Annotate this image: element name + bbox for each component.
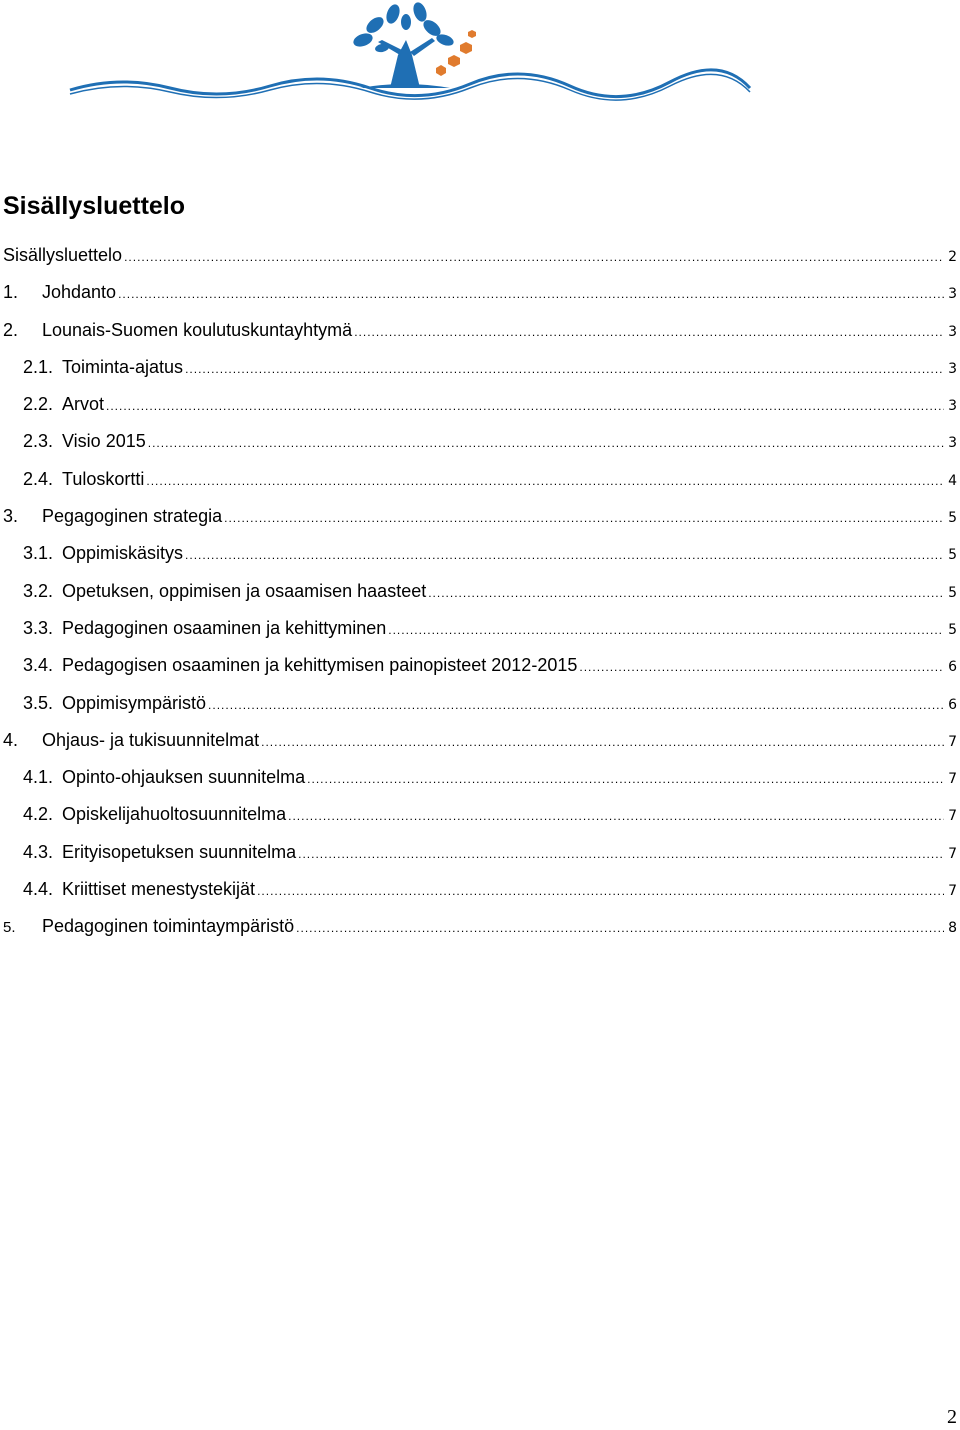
toc-entry[interactable] xyxy=(3,722,957,759)
toc-entry-text: Pedagoginen toimintaympäristö xyxy=(42,916,295,937)
toc-entry[interactable] xyxy=(3,461,957,498)
toc-entry-text: Pedagoginen osaaminen ja kehittyminen xyxy=(62,617,387,638)
toc-entry-page: 7 xyxy=(948,808,957,825)
tree-ground xyxy=(360,84,450,88)
toc-entry-page: 2 xyxy=(948,249,957,265)
leaf xyxy=(352,31,375,49)
toc-entry-text: Kriittiset menestystekijät xyxy=(62,879,256,900)
toc-entry-text: Lounais-Suomen koulutuskuntayhtymä xyxy=(42,319,353,340)
toc-entry-number: 5. xyxy=(3,919,16,937)
toc-entry-text: Opetuksen, oppimisen ja osaamisen haasteet xyxy=(62,580,427,601)
toc-entry-page: 3 xyxy=(948,323,957,340)
leaf xyxy=(401,14,411,30)
toc-entry-text: Oppimiskäsitys xyxy=(62,543,184,564)
tree-branch-right xyxy=(410,38,435,56)
toc-entry[interactable] xyxy=(3,647,957,684)
leaf xyxy=(363,14,386,36)
toc-entry[interactable] xyxy=(3,349,957,386)
toc-dot-leader xyxy=(388,612,944,649)
toc-entry-number: 4.3. xyxy=(23,841,54,862)
toc-entry-number: 1. xyxy=(3,282,19,303)
toc-entry-page: 7 xyxy=(948,733,957,750)
toc-entry-page: 8 xyxy=(948,920,957,937)
toc-entry[interactable] xyxy=(3,237,957,274)
page-number: 2 xyxy=(947,1406,957,1428)
tree-logo xyxy=(60,0,760,110)
table-of-contents xyxy=(3,237,957,946)
toc-entry-number: 3.4. xyxy=(23,655,54,676)
toc-entry[interactable] xyxy=(3,423,957,460)
toc-entry[interactable] xyxy=(3,386,957,423)
toc-dot-leader xyxy=(261,724,944,761)
toc-entry[interactable] xyxy=(3,498,957,535)
toc-dot-leader xyxy=(146,463,944,500)
toc-entry-page: 7 xyxy=(948,771,957,788)
toc-entry-page: 3 xyxy=(948,286,957,303)
toc-entry-text: Ohjaus- ja tukisuunnitelmat xyxy=(42,729,260,750)
toc-dot-leader xyxy=(354,314,944,351)
toc-entry[interactable] xyxy=(3,834,957,871)
toc-entry-page: 3 xyxy=(948,360,957,377)
toc-entry-number: 3.1. xyxy=(23,543,54,564)
toc-entry[interactable] xyxy=(3,274,957,311)
toc-entry-number: 3.2. xyxy=(23,580,54,601)
toc-entry-page: 5 xyxy=(948,547,957,564)
toc-entry-number: 4.1. xyxy=(23,767,54,788)
toc-entry-text: Toiminta-ajatus xyxy=(62,356,184,377)
toc-entry-page: 6 xyxy=(948,696,957,713)
toc-dot-leader xyxy=(288,798,944,835)
toc-entry-number: 4. xyxy=(3,729,19,750)
leaf xyxy=(411,1,429,24)
toc-dot-leader xyxy=(296,910,944,947)
fruit xyxy=(468,30,476,38)
toc-entry-number: 2.2. xyxy=(23,394,54,415)
toc-dot-leader xyxy=(106,388,944,425)
toc-dot-leader xyxy=(298,836,944,873)
toc-entry[interactable] xyxy=(3,535,957,572)
fruit xyxy=(436,65,446,76)
toc-entry-text: Opiskelijahuoltosuunnitelma xyxy=(62,804,287,825)
toc-entry[interactable] xyxy=(3,312,957,349)
toc-entry-text: Johdanto xyxy=(42,282,117,303)
toc-entry-number: 2. xyxy=(3,319,19,340)
toc-entry-page: 5 xyxy=(948,621,957,638)
toc-dot-leader xyxy=(307,761,944,798)
toc-title: Sisällysluettelo xyxy=(3,192,186,220)
toc-entry[interactable] xyxy=(3,573,957,610)
toc-entry-number: 4.2. xyxy=(23,804,54,825)
toc-dot-leader xyxy=(224,500,944,537)
toc-entry[interactable] xyxy=(3,685,957,722)
toc-entry-number: 4.4. xyxy=(23,879,54,900)
toc-entry-text: Visio 2015 xyxy=(62,431,146,452)
toc-entry[interactable] xyxy=(3,759,957,796)
toc-entry-number: 3.3. xyxy=(23,617,54,638)
toc-entry-text: Arvot xyxy=(62,394,105,415)
toc-entry-page: 3 xyxy=(948,398,957,415)
toc-entry-text: Sisällysluettelo xyxy=(3,245,123,265)
toc-entry-page: 7 xyxy=(948,845,957,862)
toc-entry-page: 5 xyxy=(948,510,957,527)
toc-entry-page: 3 xyxy=(948,435,957,452)
toc-dot-leader xyxy=(579,649,944,686)
toc-entry-number: 2.3. xyxy=(23,431,54,452)
toc-dot-leader xyxy=(185,537,944,574)
toc-dot-leader xyxy=(118,276,944,313)
toc-dot-leader xyxy=(148,425,944,462)
toc-dot-leader xyxy=(124,239,944,276)
toc-dot-leader xyxy=(185,351,944,388)
toc-dot-leader xyxy=(428,575,944,612)
toc-entry[interactable] xyxy=(3,871,957,908)
toc-entry-page: 6 xyxy=(948,659,957,676)
fruit xyxy=(448,55,460,67)
toc-entry-page: 7 xyxy=(948,883,957,900)
toc-entry-number: 3. xyxy=(3,506,19,527)
toc-entry-text: Pegagoginen strategia xyxy=(42,506,223,527)
toc-entry-page: 4 xyxy=(948,472,957,489)
toc-dot-leader xyxy=(208,687,944,724)
toc-entry-text: Oppimisympäristö xyxy=(62,692,207,713)
toc-dot-leader xyxy=(257,873,944,910)
leaf xyxy=(384,3,402,26)
toc-entry-text: Erityisopetuksen suunnitelma xyxy=(62,841,297,862)
toc-entry-number: 2.4. xyxy=(23,468,54,489)
toc-entry-page: 5 xyxy=(948,584,957,601)
toc-entry-number: 3.5. xyxy=(23,692,54,713)
toc-entry-text: Tuloskortti xyxy=(62,468,145,489)
toc-entry[interactable] xyxy=(3,796,957,833)
toc-entry-text: Opinto-ohjauksen suunnitelma xyxy=(62,767,306,788)
toc-entry[interactable] xyxy=(3,908,957,945)
fruit xyxy=(460,42,472,54)
toc-entry-number: 2.1. xyxy=(23,356,54,377)
toc-entry-text: Pedagogisen osaaminen ja kehittymisen painopisteet 2012-2015 xyxy=(62,655,578,676)
toc-entry[interactable] xyxy=(3,610,957,647)
